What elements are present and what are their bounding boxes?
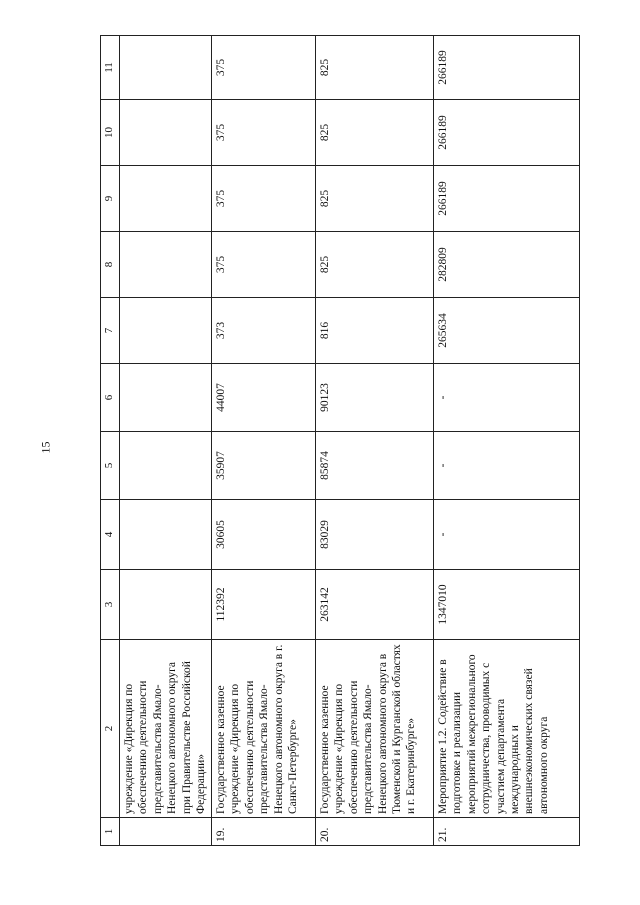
cell-col5: 35907 xyxy=(212,432,316,500)
cell-col4 xyxy=(120,500,212,570)
header-cell: 4 xyxy=(101,500,120,570)
header-cell: 8 xyxy=(101,232,120,298)
table-row xyxy=(434,36,580,846)
page-number: 15 xyxy=(38,441,53,454)
header-cell: 10 xyxy=(101,100,120,166)
table-row xyxy=(316,36,434,846)
header-cell: 6 xyxy=(101,364,120,432)
cell-col5 xyxy=(120,432,212,500)
cell-col6: - xyxy=(434,364,580,432)
cell-col11: 825 xyxy=(316,36,434,100)
row-name: учреждение «Дирекция по обеспечению деятельности представительства Ямало-Ненецкого автономного округа при Правительстве Российской Федерации» xyxy=(120,640,212,818)
row-number: 21. xyxy=(434,818,580,846)
cell-col3: 263142 xyxy=(316,570,434,640)
cell-col5: 85874 xyxy=(316,432,434,500)
cell-col9: 375 xyxy=(212,166,316,232)
cell-col9 xyxy=(120,166,212,232)
cell-col11: 266189 xyxy=(434,36,580,100)
cell-col4: 30605 xyxy=(212,500,316,570)
cell-col9: 825 xyxy=(316,166,434,232)
table-row xyxy=(212,36,316,846)
cell-col3: 112392 xyxy=(212,570,316,640)
cell-col5: - xyxy=(434,432,580,500)
row-name: Государственное казенное учреждение «Дирекция по обеспечению деятельности представительства Ямало-Ненецкого автономного округа в г. Санкт-Петербурге» xyxy=(212,640,316,818)
cell-col6: 44007 xyxy=(212,364,316,432)
cell-col11: 375 xyxy=(212,36,316,100)
cell-col8: 282809 xyxy=(434,232,580,298)
cell-col7: 816 xyxy=(316,298,434,364)
cell-col10: 266189 xyxy=(434,100,580,166)
cell-col4: - xyxy=(434,500,580,570)
cell-col7 xyxy=(120,298,212,364)
rotated-sheet xyxy=(100,36,585,846)
cell-col9: 266189 xyxy=(434,166,580,232)
header-cell: 7 xyxy=(101,298,120,364)
header-cell: 11 xyxy=(101,36,120,100)
cell-col7: 373 xyxy=(212,298,316,364)
header-row xyxy=(101,36,120,846)
row-name: Государственное казенное учреждение «Дирекция по обеспечению деятельности представительства Ямало-Ненецкого автономного округа в Тюменской и Курганской областях и г. Екатеринбурге» xyxy=(316,640,434,818)
cell-col8: 825 xyxy=(316,232,434,298)
cell-col10 xyxy=(120,100,212,166)
cell-col6 xyxy=(120,364,212,432)
table-row xyxy=(120,36,212,846)
cell-col7: 265634 xyxy=(434,298,580,364)
cell-col8: 375 xyxy=(212,232,316,298)
budget-table xyxy=(100,35,580,846)
row-name: Мероприятие 1.2. Содействие в подготовке и реализации мероприятий межрегионального сотрудничества, проводимых с участием департамента международных и внешнеэкономических связей автономного округа xyxy=(434,640,580,818)
cell-col6: 90123 xyxy=(316,364,434,432)
cell-col10: 375 xyxy=(212,100,316,166)
table-container xyxy=(100,36,585,846)
row-number xyxy=(120,818,212,846)
cell-col10: 825 xyxy=(316,100,434,166)
row-number: 19. xyxy=(212,818,316,846)
cell-col4: 83029 xyxy=(316,500,434,570)
header-cell: 9 xyxy=(101,166,120,232)
header-cell: 2 xyxy=(101,640,120,818)
header-cell: 1 xyxy=(101,818,120,846)
cell-col3 xyxy=(120,570,212,640)
header-cell: 5 xyxy=(101,432,120,500)
row-number: 20. xyxy=(316,818,434,846)
cell-col3: 1347010 xyxy=(434,570,580,640)
cell-col8 xyxy=(120,232,212,298)
cell-col11 xyxy=(120,36,212,100)
header-cell: 3 xyxy=(101,570,120,640)
